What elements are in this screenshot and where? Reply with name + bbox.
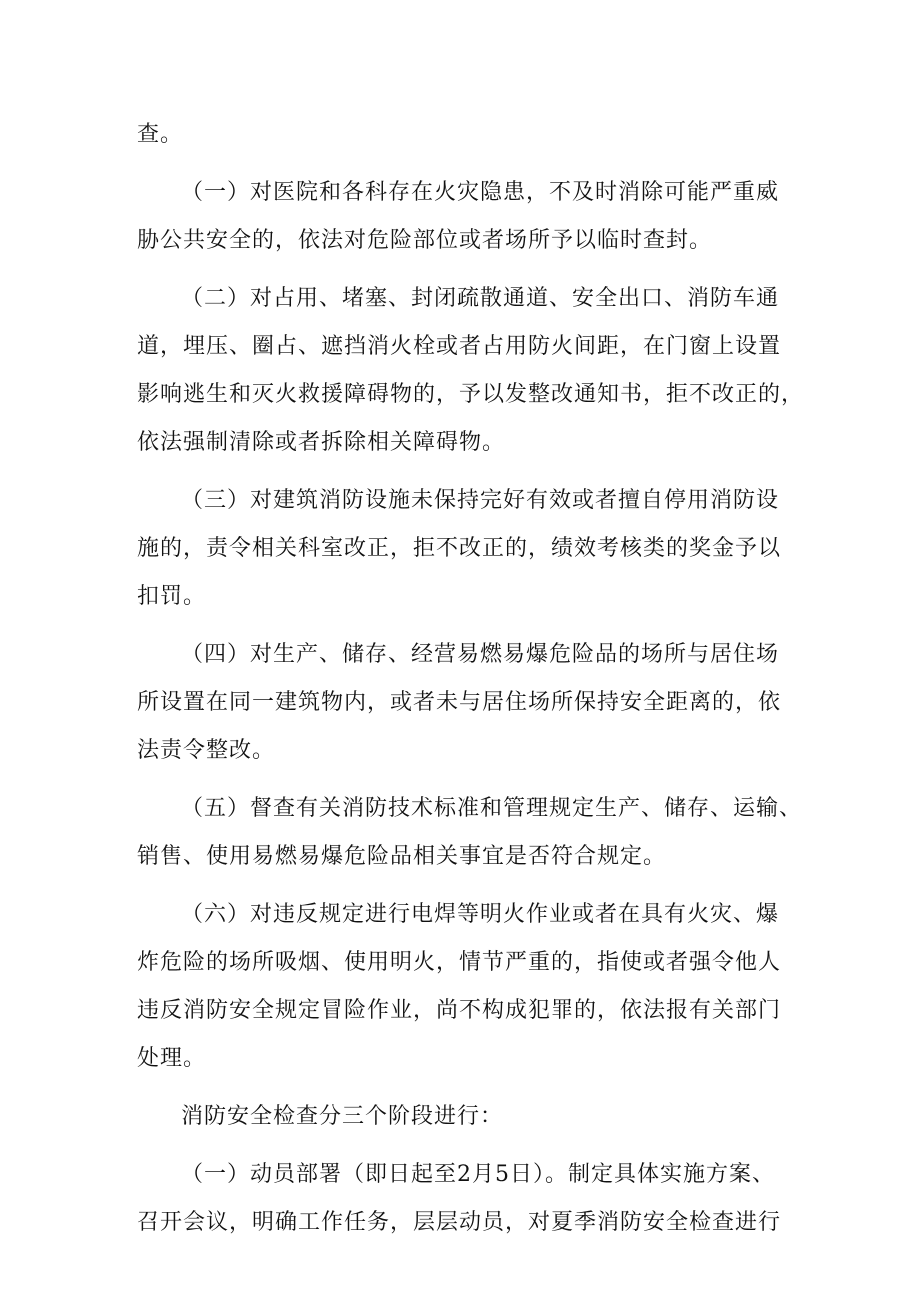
text-line: 违反消防安全规定冒险作业，尚不构成犯罪的，依法报有关部门 <box>137 998 782 1023</box>
paragraph-stage-1 <box>137 1151 797 1247</box>
text-line: （一）动员部署（即日起至2月5日）。制定具体实施方案、 <box>181 1162 775 1187</box>
text-line: （六）对违反规定进行电焊等明火作业或者在具有火灾、爆 <box>181 902 780 927</box>
paragraph-continuation <box>137 111 797 159</box>
text-line: 炸危险的场所吸烟、使用明火，情节严重的，指使或者强令他人 <box>137 950 782 975</box>
text-line: 处理。 <box>137 1046 207 1071</box>
paragraph-item-3 <box>137 477 797 621</box>
text-line: （四）对生产、储存、经营易燃易爆危险品的场所与居住场 <box>181 642 780 667</box>
text-line: 胁公共安全的，依法对危险部位或者场所予以临时查封。 <box>137 228 713 253</box>
paragraph-item-5 <box>137 785 803 881</box>
paragraph-item-4 <box>137 631 797 775</box>
paragraph-item-6 <box>137 891 797 1083</box>
text-line: 召开会议，明确工作任务，层层动员，对夏季消防安全检查进行 <box>137 1210 782 1235</box>
text-line: 道，埋压、圈占、遮挡消火栓或者占用防火间距，在门窗上设置 <box>137 334 782 359</box>
paragraph-item-1 <box>137 169 797 265</box>
text-line: 销售、使用易燃易爆危险品相关事宜是否符合规定。 <box>137 844 667 869</box>
text-line: （二）对占用、堵塞、封闭疏散通道、安全出口、消防车通 <box>181 286 780 311</box>
text-line: （三）对建筑消防设施未保持完好有效或者擅自停用消防设 <box>181 488 780 513</box>
text-line: 扣罚。 <box>137 584 207 609</box>
paragraph-item-2 <box>137 275 805 467</box>
text-line: 法责令整改。 <box>137 738 276 763</box>
text-line: 所设置在同一建筑物内，或者未与居住场所保持安全距离的，依 <box>137 690 782 715</box>
text-line: 影响逃生和灭火救援障碍物的，予以发整改通知书，拒不改正的， <box>137 382 805 407</box>
text-line: 消防安全检查分三个阶段进行： <box>181 1104 504 1129</box>
text-line: 查。 <box>137 122 184 147</box>
paragraph-stages-intro <box>137 1093 797 1141</box>
text-line: （五）督查有关消防技术标准和管理规定生产、储存、运输、 <box>181 796 803 821</box>
text-line: 施的，责令相关科室改正，拒不改正的，绩效考核类的奖金予以 <box>137 536 782 561</box>
document-body <box>137 111 805 1247</box>
text-line: 依法强制清除或者拆除相关障碍物。 <box>137 430 506 455</box>
text-line: （一）对医院和各科存在火灾隐患，不及时消除可能严重威 <box>181 180 780 205</box>
